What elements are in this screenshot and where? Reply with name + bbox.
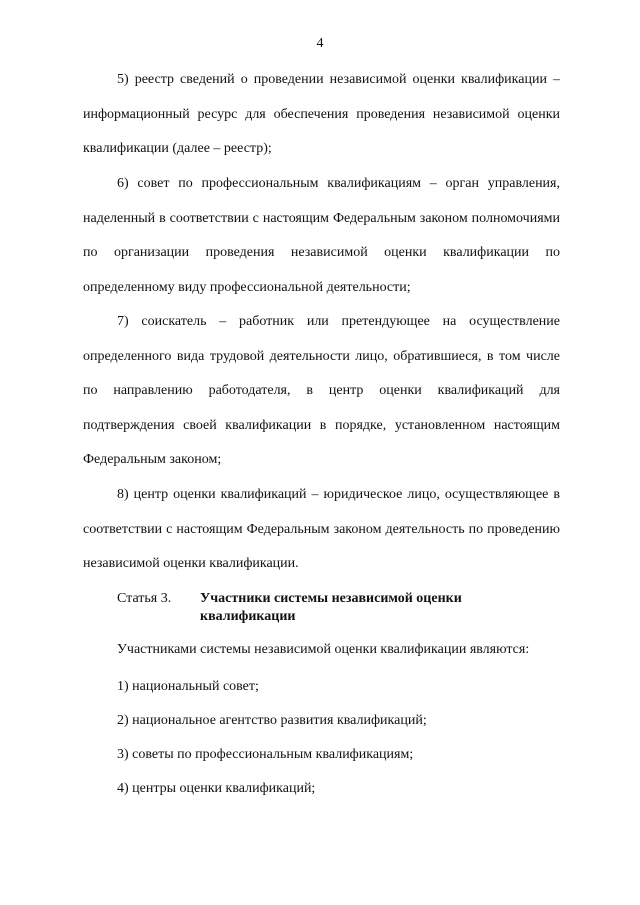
- list-item: 3) советы по профессиональным квалификациям;: [117, 747, 414, 762]
- list-item: 4) центры оценки квалификаций;: [117, 781, 316, 796]
- definition-item-8: 8) центр оценки квалификаций – юридическое лицо, осуществляющее в соответствии с настоящим Федеральным законом деятельность по проведению независимой оценки квалификации.: [83, 487, 560, 571]
- page-number: 4: [316, 36, 324, 51]
- article-intro: Участниками системы независимой оценки квалификации являются:: [117, 642, 530, 657]
- list-item: 1) национальный совет;: [117, 679, 259, 694]
- definition-item-6: 6) совет по профессиональным квалификациям – орган управления, наделенный в соответствии с настоящим Федеральным законом полномочиями по организации проведения независимой оценки квалификации по определенному виду профессиональной деятельности;: [83, 176, 560, 295]
- article-title: Участники системы независимой оценки квалификации: [200, 591, 462, 624]
- list-item: 2) национальное агентство развития квалификаций;: [117, 713, 427, 728]
- article-label: Статья 3.: [117, 591, 172, 606]
- definition-item-7: 7) соискатель – работник или претендующее на осуществление определенного вида трудовой деятельности лицо, обратившиеся, в том числе по направлению работодателя, в центр оценки квалификаций для подтверждения своей квалификации в порядке, установленном настоящим Федеральным законом;: [83, 314, 560, 467]
- definition-item-5: 5) реестр сведений о проведении независимой оценки квалификации – информационный ресурс для обеспечения проведения независимой оценки квалификации (далее – реестр);: [83, 72, 560, 156]
- article-3-heading: [117, 590, 560, 626]
